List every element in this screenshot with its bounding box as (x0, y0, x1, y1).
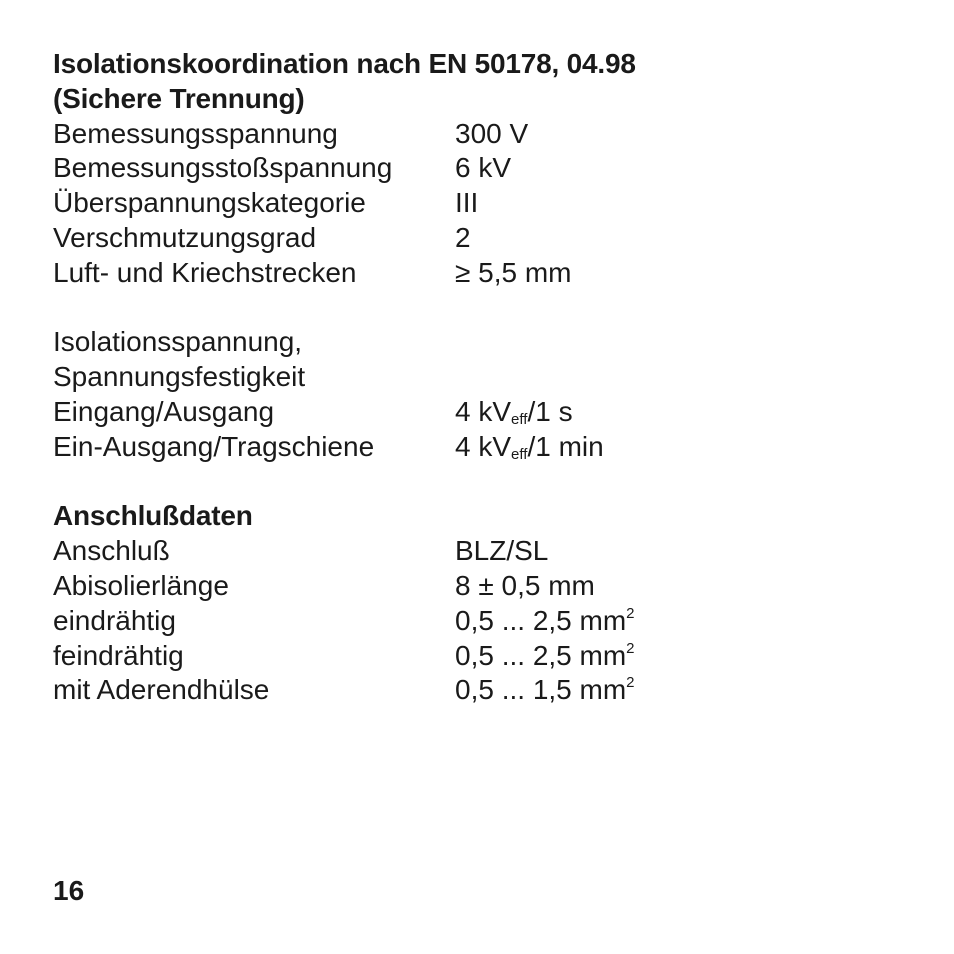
spec-row (53, 256, 913, 291)
spec-label: Überspannungskategorie (53, 187, 366, 219)
value-superscript: 2 (626, 639, 635, 657)
spec-row (53, 151, 913, 186)
spec-label: Ein-Ausgang/Tragschiene (53, 430, 375, 462)
value-subscript: eff (511, 410, 528, 428)
spec-row (53, 639, 913, 674)
spec-value: 6 kV (455, 152, 512, 184)
spacer (53, 465, 913, 500)
spec-value (455, 569, 595, 604)
spacer (53, 291, 913, 326)
value-subscript: eff (511, 445, 528, 463)
spec-label: feindrähtig (53, 639, 184, 671)
section-intro-line: Isolationsspannung, (53, 326, 303, 358)
spec-label: Luft- und Kriechstrecken (53, 256, 357, 288)
value-suffix: /1 min (527, 430, 604, 462)
spec-row (53, 395, 913, 430)
value-superscript: 2 (626, 674, 635, 692)
section-intro-line: Spannungsfestigkeit (53, 361, 306, 393)
spec-row (53, 673, 913, 708)
value-main: 0,5 ... 2,5 mm (455, 604, 627, 636)
spec-label: Anschluß (53, 535, 170, 567)
spec-page (53, 47, 913, 708)
spec-value: III (455, 187, 479, 219)
spec-row (53, 534, 913, 569)
value-main: 0,5 ... 2,5 mm (455, 639, 627, 671)
spec-value (455, 673, 635, 708)
spec-label: Bemessungsstoßspannung (53, 152, 393, 184)
spec-row (53, 604, 913, 639)
spec-row (53, 221, 913, 256)
value-main: 4 kV (455, 395, 512, 427)
spec-value (455, 604, 635, 639)
spec-row (53, 186, 913, 221)
spec-label: Eingang/Ausgang (53, 395, 275, 427)
value-suffix: /1 s (527, 395, 573, 427)
value-superscript: 2 (626, 604, 635, 622)
spec-label: Verschmutzungsgrad (53, 221, 317, 253)
spec-label: mit Aderendhülse (53, 674, 270, 706)
spec-value (455, 534, 548, 569)
page-number: 16 (53, 875, 85, 906)
spec-row (53, 569, 913, 604)
value-main: 8 ± 0,5 mm (455, 569, 595, 601)
spec-label: eindrähtig (53, 604, 176, 636)
section-heading-connection: Anschlußdaten (53, 500, 253, 532)
value-main: BLZ/SL (455, 535, 549, 567)
section-heading-isolation: Isolationskoordination nach EN 50178, 04.98 (53, 48, 636, 79)
spec-label: Abisolierlänge (53, 569, 229, 601)
section-heading-isolation-sub: (Sichere Trennung) (53, 82, 305, 114)
spec-label: Bemessungsspannung (53, 117, 338, 149)
spec-value: 300 V (455, 117, 529, 149)
spec-row (53, 117, 913, 152)
value-main: 0,5 ... 1,5 mm (455, 674, 627, 706)
spec-value (455, 395, 573, 430)
spec-value (455, 639, 635, 674)
value-main: 4 kV (455, 430, 512, 462)
spec-value (455, 430, 604, 465)
spec-value: ≥ 5,5 mm (455, 256, 572, 288)
spec-row (53, 430, 913, 465)
spec-value: 2 (455, 221, 471, 253)
